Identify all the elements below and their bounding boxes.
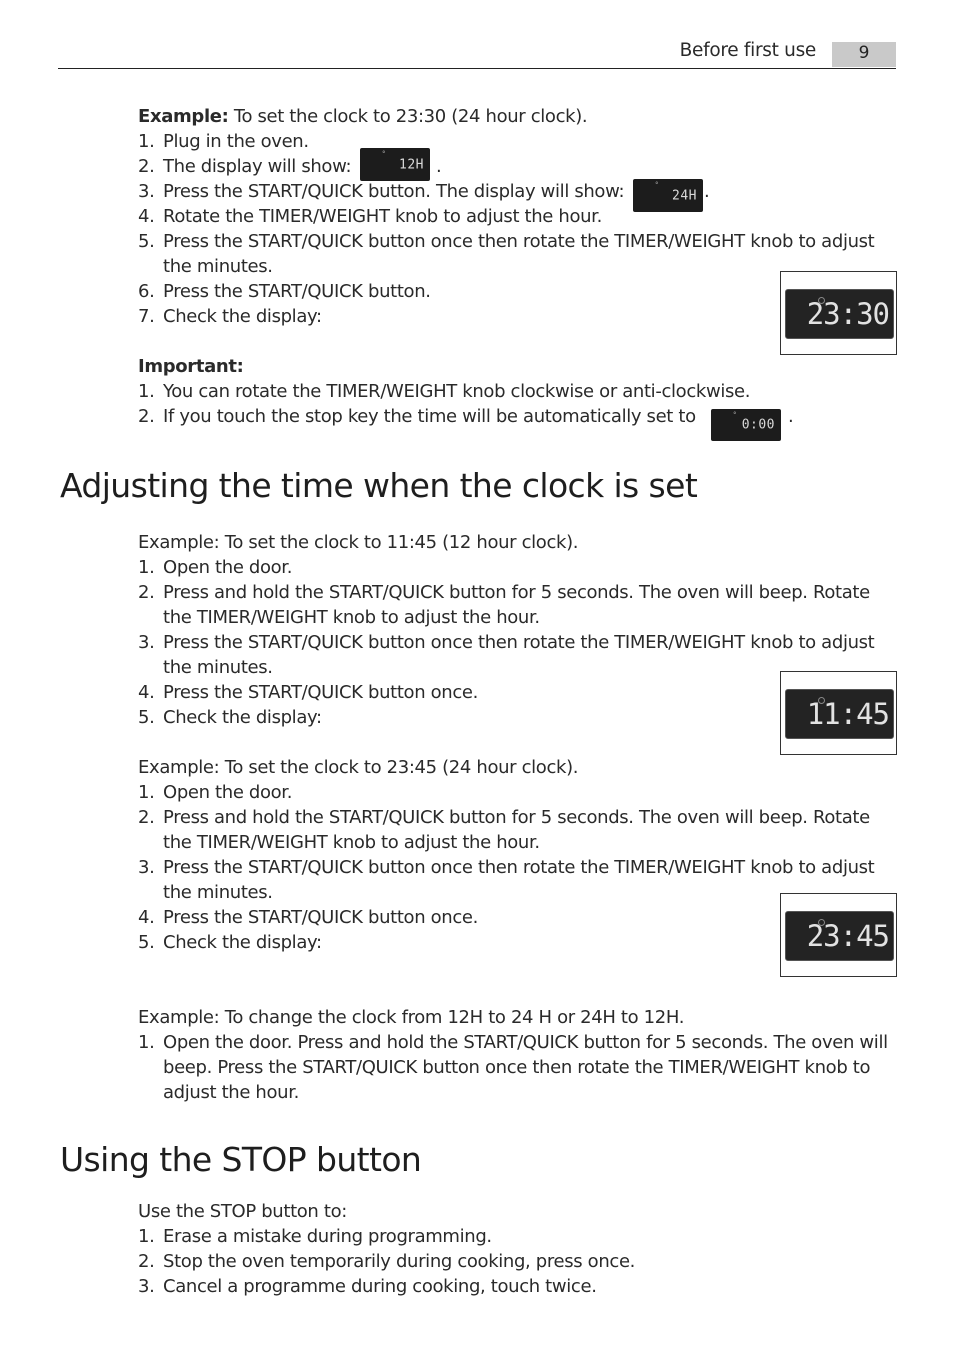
page-number: 9 <box>858 43 870 63</box>
step-number: 3. <box>138 857 155 878</box>
display-12h-image <box>360 148 430 181</box>
display-value: 12H <box>399 157 424 172</box>
step-text-cont: the TIMER/WEIGHT knob to adjust the hour. <box>163 832 540 853</box>
step-number: 5. <box>138 231 155 252</box>
display-value: 23:30 <box>806 297 889 331</box>
step-text: Open the door. Press and hold the START/QUICK button for 5 seconds. The oven will <box>163 1032 888 1053</box>
step-text-cont: the minutes. <box>163 657 273 678</box>
step-number: 2. <box>138 807 155 828</box>
lcd-panel <box>785 689 894 739</box>
step-text-cont: adjust the hour. <box>163 1082 299 1103</box>
step-number: 2. <box>138 582 155 603</box>
example-line <box>138 104 587 129</box>
display-value: 23:45 <box>806 919 889 953</box>
step-text-cont: beep. Press the START/QUICK button once then rotate the TIMER/WEIGHT knob to <box>163 1057 871 1078</box>
step-text: Press the START/QUICK button once then rotate the TIMER/WEIGHT knob to adjust <box>163 231 875 252</box>
step-text-cont: the TIMER/WEIGHT knob to adjust the hour. <box>163 607 540 628</box>
display-result-2345 <box>780 893 897 977</box>
step-number: 6. <box>138 281 155 302</box>
step-number: 4. <box>138 206 155 227</box>
lcd-panel <box>785 289 894 339</box>
step-text-cont: the minutes. <box>163 882 273 903</box>
step-text: Erase a mistake during programming. <box>163 1226 492 1247</box>
punctuation: . <box>788 406 794 427</box>
step-number: 1. <box>138 557 155 578</box>
heading-stop-button: Using the STOP button <box>60 1140 422 1179</box>
step-number: 4. <box>138 907 155 928</box>
step-text: Press and hold the START/QUICK button for 5 seconds. The oven will beep. Rotate <box>163 807 870 828</box>
step-number: 1. <box>138 1226 155 1247</box>
step-text: Press the START/QUICK button once then rotate the TIMER/WEIGHT knob to adjust <box>163 857 875 878</box>
step-text: Cancel a programme during cooking, touch twice. <box>163 1276 597 1297</box>
step-number: 4. <box>138 682 155 703</box>
step-number: 3. <box>138 1276 155 1297</box>
step-text: Open the door. <box>163 557 293 578</box>
step-number: 3. <box>138 632 155 653</box>
step-text: Press the START/QUICK button. <box>163 281 431 302</box>
example-line <box>138 755 578 780</box>
example-label: Example: <box>138 757 220 778</box>
step-number: 5. <box>138 707 155 728</box>
example-label: Example: <box>138 1007 220 1028</box>
step-number: 5. <box>138 932 155 953</box>
example-label: Example: <box>138 106 229 127</box>
punctuation: . <box>704 181 710 202</box>
display-result-1145 <box>780 671 897 755</box>
example-text: To change the clock from 12H to 24 H or 24H to 12H. <box>224 1007 685 1028</box>
display-value: 11:45 <box>806 697 889 731</box>
step-text: Press the START/QUICK button once then rotate the TIMER/WEIGHT knob to adjust <box>163 632 875 653</box>
example-line <box>138 530 578 555</box>
step-number: 3. <box>138 181 155 202</box>
step-number: 1. <box>138 131 155 152</box>
step-number: 1. <box>138 381 155 402</box>
step-number: 2. <box>138 1251 155 1272</box>
example-line <box>138 1005 684 1030</box>
page-number-box <box>832 42 896 67</box>
section-title: Before first use <box>679 40 816 61</box>
step-number: 2. <box>138 406 155 427</box>
example-text: To set the clock to 11:45 (12 hour clock). <box>224 532 579 553</box>
step-text: Stop the oven temporarily during cooking, press once. <box>163 1251 636 1272</box>
step-text-cont: the minutes. <box>163 256 273 277</box>
example-label: Example: <box>138 532 220 553</box>
step-text: Rotate the TIMER/WEIGHT knob to adjust the hour. <box>163 206 602 227</box>
step-text: If you touch the stop key the time will be automatically set to <box>163 406 696 427</box>
display-result-2330 <box>780 271 897 355</box>
step-text: Press the START/QUICK button once. <box>163 907 479 928</box>
step-text: You can rotate the TIMER/WEIGHT knob clockwise or anti-clockwise. <box>163 381 751 402</box>
step-text: Plug in the oven. <box>163 131 309 152</box>
step-number: 2. <box>138 156 155 177</box>
step-text: Check the display: <box>163 707 322 728</box>
indicator-icon: ° <box>733 411 737 419</box>
step-text: Press the START/QUICK button once. <box>163 682 479 703</box>
step-text: Open the door. <box>163 782 293 803</box>
step-number: 1. <box>138 782 155 803</box>
example-text: To set the clock to 23:30 (24 hour clock). <box>233 106 588 127</box>
indicator-icon: ° <box>655 181 659 189</box>
display-value: 0:00 <box>741 417 775 433</box>
display-value: 24H <box>672 188 697 203</box>
example-text: To set the clock to 23:45 (24 hour clock). <box>224 757 579 778</box>
step-text: Press and hold the START/QUICK button for 5 seconds. The oven will beep. Rotate <box>163 582 870 603</box>
step-text: Press the START/QUICK button. The display will show: <box>163 181 625 202</box>
lcd-panel <box>785 911 894 961</box>
step-number: 7. <box>138 306 155 327</box>
step-number: 1. <box>138 1032 155 1053</box>
step-text: The display will show: <box>163 156 352 177</box>
step-text: Check the display: <box>163 932 322 953</box>
step-text: Check the display: <box>163 306 322 327</box>
important-label: Important: <box>138 356 244 377</box>
indicator-icon: ° <box>382 150 386 158</box>
header-rule <box>58 68 896 69</box>
punctuation: . <box>436 156 442 177</box>
heading-adjusting: Adjusting the time when the clock is set <box>60 466 698 505</box>
display-zero-image <box>711 409 781 441</box>
display-24h-image <box>633 179 703 212</box>
stop-intro: Use the STOP button to: <box>138 1201 347 1222</box>
